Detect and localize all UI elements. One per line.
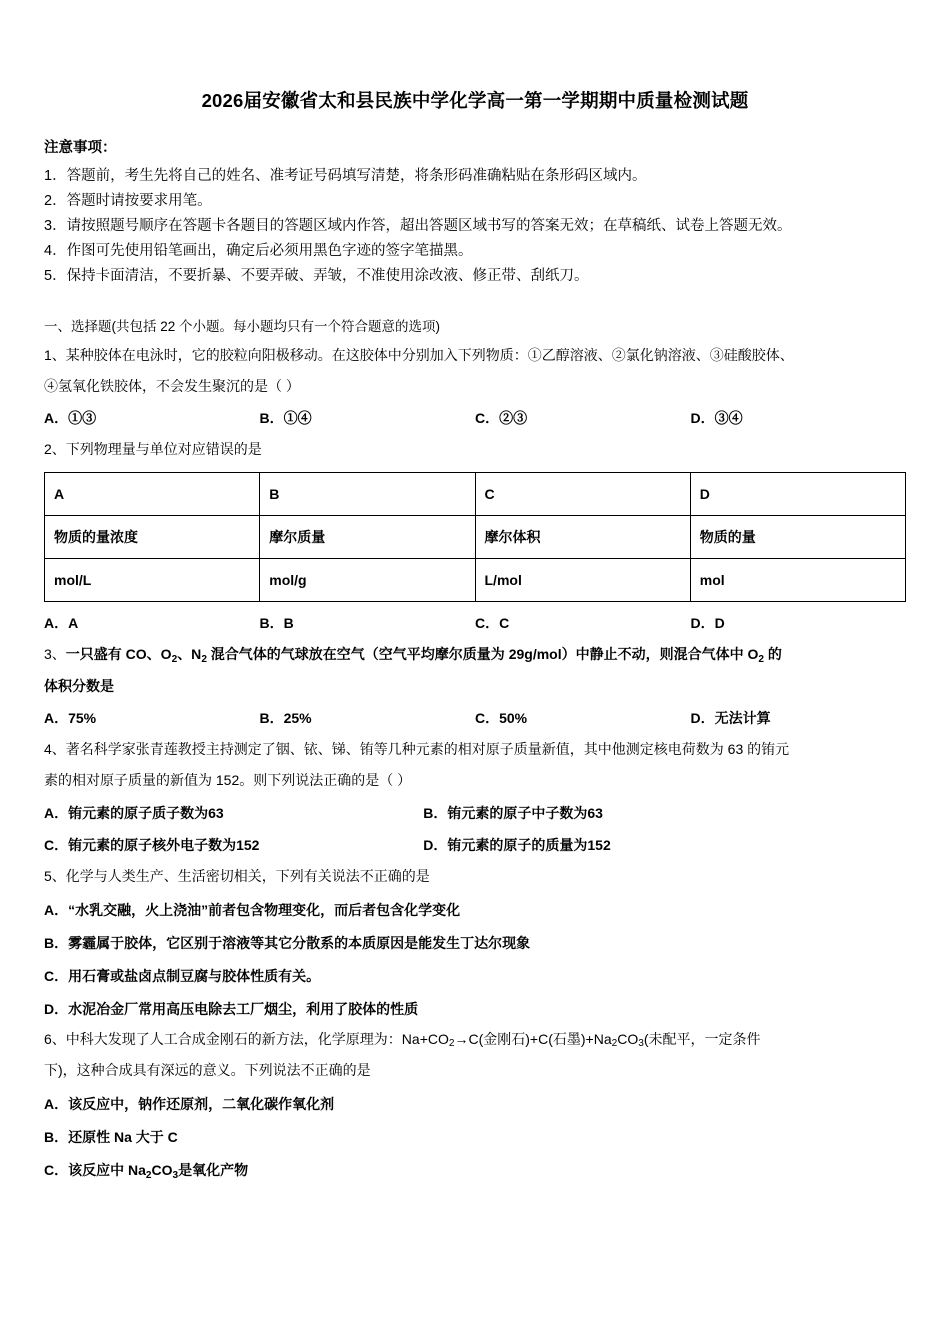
notice-item: 2．答题时请按要求用笔。 <box>44 192 212 209</box>
option-c[interactable]: C．用石膏或盐卤点制豆腐与胶体性质有关。 <box>44 967 321 984</box>
question-3-text-a: 一只盛有 CO、O <box>65 646 172 663</box>
page-title: 2026届安徽省太和县民族中学化学高一第一学期期中质量检测试题 <box>201 90 749 111</box>
option-c-text-c: 是氧化产物 <box>178 1161 249 1178</box>
question-4-stem-line2 <box>44 767 906 794</box>
question-3-text-c: 混合气体的气球放在空气（空气平均摩尔质量为 29g/mol）中静止不动，则混合气体中 O <box>206 646 759 663</box>
option-b[interactable]: B．25% <box>259 710 312 727</box>
question-3-text-b: 、N <box>177 646 202 663</box>
question-3-text-line2: 体积分数是 <box>44 677 114 694</box>
subscript: 2 <box>758 654 764 666</box>
option-c[interactable]: C．50% <box>475 710 528 727</box>
notice-item: 1．答题前，考生先将自己的姓名、准考证号码填写清楚，将条形码准确粘贴在条形码区域内。 <box>44 167 647 184</box>
option-a[interactable]: A．该反应中，钠作还原剂，二氧化碳作氧化剂 <box>44 1096 335 1113</box>
option-a[interactable]: A．75% <box>44 710 97 727</box>
question-6-stem-line2 <box>44 1057 906 1084</box>
question-6-text-line2: 下)，这种合成具有深远的意义。下列说法不正确的是 <box>44 1061 371 1078</box>
question-2-number: 2、 <box>44 441 66 458</box>
option-a[interactable]: A．“水乳交融，火上浇油”前者包含物理变化，而后者包含化学变化 <box>44 901 461 918</box>
option-c[interactable]: C．C <box>475 615 510 632</box>
table-cell: L/mol <box>475 559 690 602</box>
question-4-text-line1: 著名科学家张青莲教授主持测定了铟、铱、锑、铕等几种元素的相对原子质量新值，其中他测定核电荷数为 63 的铕元 <box>65 741 790 758</box>
question-2-table <box>44 472 906 602</box>
question-1-number: 1、 <box>44 346 66 363</box>
question-4-text-line2: 素的相对原子质量的新值为 152。则下列说法正确的是（ ） <box>44 772 412 789</box>
table-cell: 摩尔体积 <box>475 516 690 559</box>
question-5-options <box>44 894 906 1026</box>
notice-heading: 注意事项： <box>44 139 117 156</box>
question-1-options <box>44 404 906 432</box>
option-a[interactable]: A．A <box>44 615 79 632</box>
question-1-text-line2: ④氢氧化铁胶体，不会发生聚沉的是（ ） <box>44 377 300 394</box>
subscript: 2 <box>611 1038 618 1050</box>
question-6-options <box>44 1088 906 1187</box>
notice-list <box>44 164 906 289</box>
table-header-cell: B <box>260 473 475 516</box>
subscript: 2 <box>171 654 178 666</box>
question-5-number: 5、 <box>44 867 66 884</box>
question-4-options-row1 <box>44 799 906 827</box>
question-6-text-c: CO <box>617 1030 639 1047</box>
option-c[interactable]: C．铕元素的原子核外电子数为152 <box>44 836 260 853</box>
question-5-stem <box>44 863 906 890</box>
option-c[interactable] <box>44 1154 906 1187</box>
option-c-text-a: C．该反应中 Na <box>44 1161 146 1178</box>
option-c-text-b: CO <box>151 1161 173 1178</box>
table-row <box>45 473 906 516</box>
question-2-text: 下列物理量与单位对应错误的是 <box>65 441 262 458</box>
table-cell: mol <box>690 559 905 602</box>
question-1-stem-line2 <box>44 373 906 400</box>
question-4-options-row2 <box>44 831 906 859</box>
question-1-text-line1: 某种胶体在电泳时，它的胶粒向阳极移动。在这胶体中分别加入下列物质：①乙醇溶液、②氯化钠溶液、③硅酸胶体、 <box>65 346 794 363</box>
question-6-number: 6、 <box>44 1030 66 1047</box>
table-cell: mol/g <box>260 559 475 602</box>
question-6-text-b: →C(金刚石)+C(石墨)+Na <box>454 1030 612 1047</box>
subscript: 2 <box>145 1169 152 1181</box>
option-a[interactable]: A．①③ <box>44 410 97 427</box>
table-cell: 物质的量 <box>690 516 905 559</box>
question-3-number: 3、 <box>44 646 66 663</box>
table-row <box>45 516 906 559</box>
question-3-text-d: 的 <box>764 646 782 663</box>
option-d[interactable]: D．D <box>690 615 725 632</box>
question-2-stem <box>44 436 906 463</box>
subscript: 3 <box>172 1169 179 1181</box>
notice-item: 3．请按照题号顺序在答题卡各题目的答题区域内作答，超出答题区域书写的答案无效；在草稿纸、试卷上答题无效。 <box>44 217 792 234</box>
option-d[interactable]: D．铕元素的原子的质量为152 <box>423 836 611 853</box>
table-header-cell: D <box>690 473 905 516</box>
option-b[interactable]: B．B <box>259 615 294 632</box>
question-4-number: 4、 <box>44 741 66 758</box>
table-cell: mol/L <box>45 559 260 602</box>
question-6-stem <box>44 1026 906 1053</box>
option-d[interactable]: D．无法计算 <box>690 710 771 727</box>
subscript: 2 <box>201 654 207 666</box>
option-b[interactable]: B．雾霾属于胶体，它区别于溶液等其它分散系的本质原因是能发生丁达尔现象 <box>44 934 531 951</box>
section-heading: 一、选择题(共包括 22 个小题。每小题均只有一个符合题意的选项) <box>44 318 441 334</box>
option-b[interactable]: B．①④ <box>259 410 312 427</box>
question-2-options <box>44 609 906 637</box>
notice-item: 5．保持卡面清洁，不要折暴、不要弄破、弄皱，不准使用涂改液、修正带、刮纸刀。 <box>44 267 589 284</box>
option-d[interactable]: D．水泥冶金厂常用高压电除去工厂烟尘，利用了胶体的性质 <box>44 1000 419 1017</box>
subscript: 2 <box>448 1038 455 1050</box>
table-cell: 物质的量浓度 <box>45 516 260 559</box>
option-c[interactable]: C．②③ <box>475 410 528 427</box>
question-3-stem-line2 <box>44 673 906 700</box>
question-5-text: 化学与人类生产、生活密切相关，下列有关说法不正确的是 <box>65 867 430 884</box>
question-3-stem <box>44 641 906 668</box>
question-1-stem <box>44 342 906 369</box>
question-6-text-a: 中科大发现了人工合成金刚石的新方法，化学原理为：Na+CO <box>65 1030 449 1047</box>
question-6-text-d: (未配平，一定条件 <box>643 1030 761 1047</box>
table-header-cell: C <box>475 473 690 516</box>
table-row <box>45 559 906 602</box>
option-a[interactable]: A．铕元素的原子质子数为63 <box>44 804 224 821</box>
subscript: 3 <box>638 1038 644 1050</box>
question-4-stem <box>44 736 906 763</box>
option-d[interactable]: D．③④ <box>690 410 743 427</box>
option-b[interactable]: B．还原性 Na 大于 C <box>44 1129 178 1145</box>
question-3-options <box>44 704 906 732</box>
table-cell: 摩尔质量 <box>260 516 475 559</box>
notice-item: 4．作图可先使用铅笔画出，确定后必须用黑色字迹的签字笔描黑。 <box>44 242 473 259</box>
table-header-cell: A <box>45 473 260 516</box>
option-b[interactable]: B．铕元素的原子中子数为63 <box>423 804 603 821</box>
